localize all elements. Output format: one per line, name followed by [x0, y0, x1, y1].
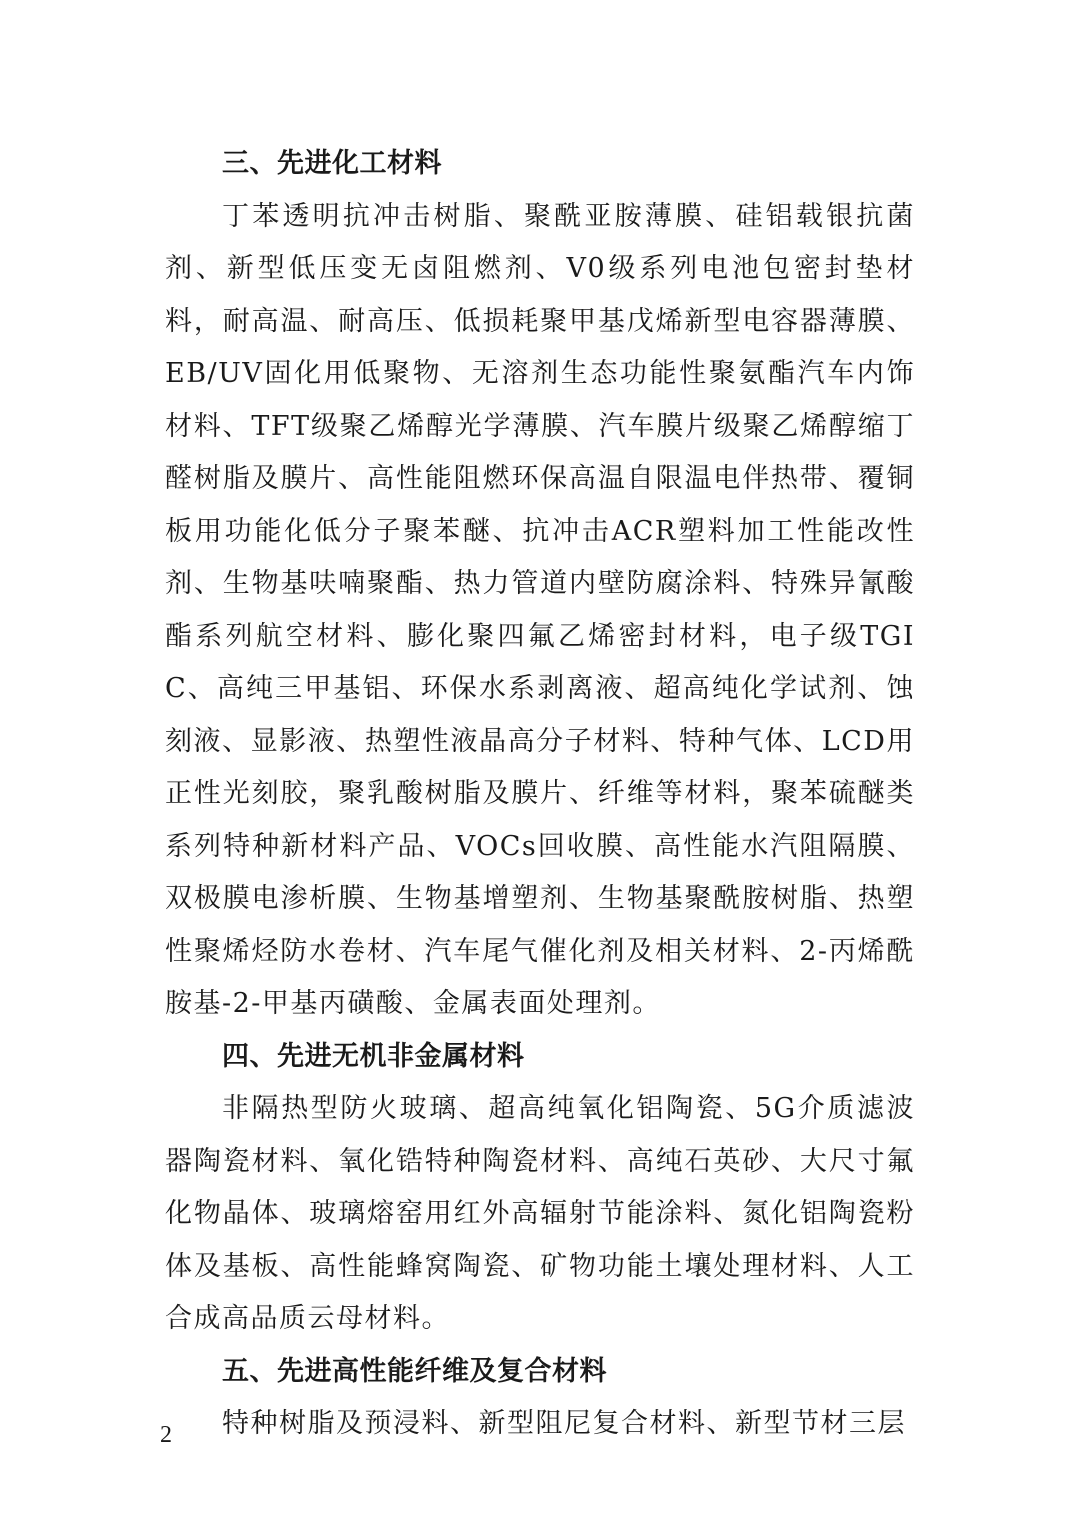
- section-heading-inorganic-nonmetallic-materials: 四、先进无机非金属材料: [222, 1040, 525, 1072]
- section-body-inorganic-nonmetallic-materials: 非隔热型防火玻璃、超高纯氧化铝陶瓷、5G介质滤波器陶瓷材料、氧化锆特种陶瓷材料、高纯石英砂、大尺寸氟化物晶体、玻璃熔窑用红外高辐射节能涂料、氮化铝陶瓷粉体及基板、高性能蜂窝陶瓷、矿物功能土壤处理材料、人工合成高品质云母材料。: [165, 1093, 915, 1334]
- section-heading-advanced-chemical-materials: 三、先进化工材料: [222, 148, 442, 179]
- section-body-high-performance-fiber-composites: 特种树脂及预浸料、新型阻尼复合材料、新型节材三层: [222, 1408, 906, 1439]
- section-body-advanced-chemical-materials: 丁苯透明抗冲击树脂、聚酰亚胺薄膜、硅铝载银抗菌剂、新型低压变无卤阻燃剂、V0级系列电池包密封垫材料，耐高温、耐高压、低损耗聚甲基戊烯新型电容器薄膜、EB/UV固化用低聚物、无溶剂生态功能性聚氨酯汽车内饰材料、TFT级聚乙烯醇光学薄膜、汽车膜片级聚乙烯醇缩丁醛树脂及膜片、高性能阻燃环保高温自限温电伴热带、覆铜板用功能化低分子聚苯醚、抗冲击ACR塑料加工性能改性剂、生物基呋喃聚酯、热力管道内壁防腐涂料、特殊异氰酸酯系列航空材料、膨化聚四氟乙烯密封材料，电子级TGIC、高纯三甲基铝、环保水系剥离液、超高纯化学试剂、蚀刻液、显影液、热塑性液晶高分子材料、特种气体、LCD用正性光刻胶，聚乳酸树脂及膜片、纤维等材料，聚苯硫醚类系列特种新材料产品、VOCs回收膜、高性能水汽阻隔膜、双极膜电渗析膜、生物基增塑剂、生物基聚酰胺树脂、热塑性聚烯烃防水卷材、汽车尾气催化剂及相关材料、2-丙烯酰胺基-2-甲基丙磺酸、金属表面处理剂。: [165, 200, 915, 1019]
- page-number: 2: [160, 1422, 172, 1448]
- page-content: [165, 138, 915, 1451]
- section-heading-high-performance-fiber-composites: 五、先进高性能纤维及复合材料: [222, 1355, 607, 1387]
